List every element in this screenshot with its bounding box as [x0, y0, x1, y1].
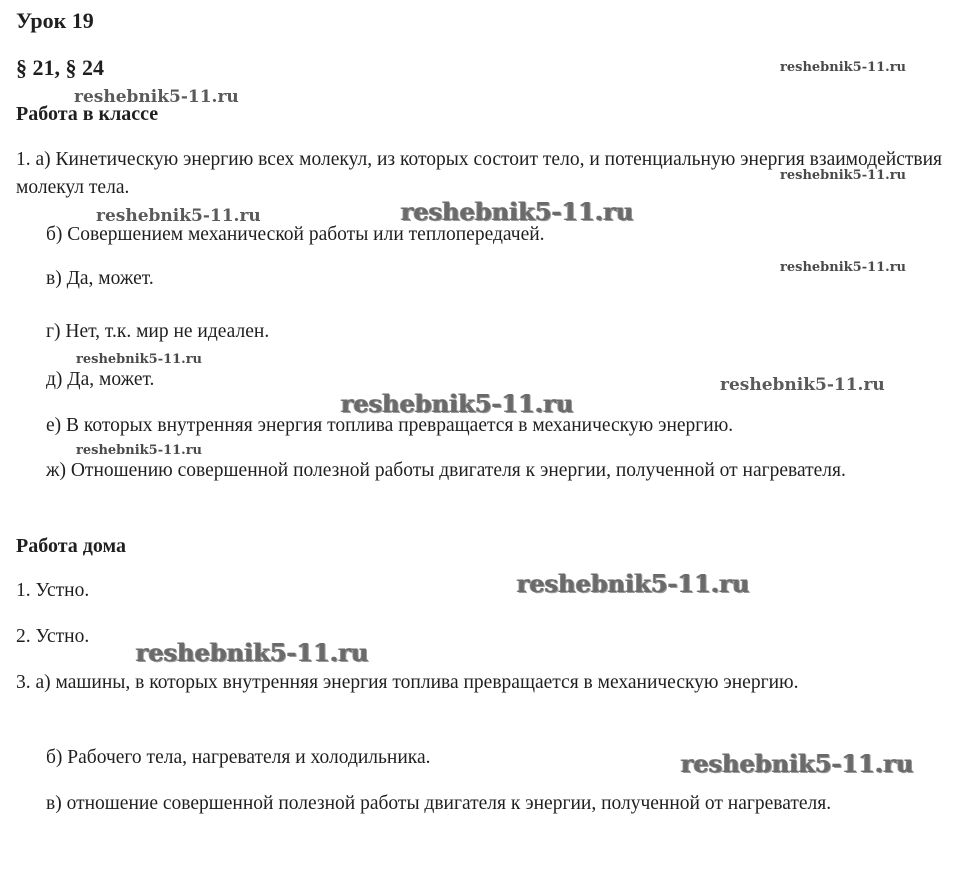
- watermark: reshebnik5-11.ru: [76, 352, 203, 367]
- watermark: reshebnik5-11.ru: [74, 87, 239, 107]
- watermark: reshebnik5-11.ru: [517, 569, 750, 598]
- watermark: reshebnik5-11.ru: [780, 260, 907, 275]
- section-numbers: § 21, § 24: [16, 55, 104, 80]
- watermark: reshebnik5-11.ru: [341, 389, 574, 418]
- home-work-heading: Работа дома: [16, 535, 126, 557]
- watermark: reshebnik5-11.ru: [780, 60, 907, 75]
- lesson-title: Урок 19: [16, 8, 94, 33]
- class-work-item-1g: г) Нет, т.к. мир не идеален.: [46, 321, 270, 342]
- watermark: reshebnik5-11.ru: [76, 443, 203, 458]
- class-work-item-1e: е) В которых внутренняя энергия топлива превращается в механическую энергию.: [46, 415, 734, 436]
- home-work-item-1: 1. Устно.: [16, 580, 90, 601]
- home-work-item-3a: 3. а) машины, в которых внутренняя энергия топлива превращается в механическую энергию.: [16, 672, 799, 693]
- watermark: reshebnik5-11.ru: [96, 206, 261, 226]
- watermark: reshebnik5-11.ru: [136, 638, 369, 667]
- class-work-item-1d: д) Да, может.: [46, 369, 155, 390]
- class-work-heading: Работа в классе: [16, 103, 159, 125]
- class-work-item-1zh: ж) Отношению совершенной полезной работы двигателя к энергии, полученной от нагревателя.: [46, 460, 846, 481]
- class-work-item-1b: б) Совершением механической работы или теплопередачей.: [46, 224, 545, 245]
- class-work-item-1a: 1. а) Кинетическую энергию всех молекул, из которых состоит тело, и потенциальную энергия взаимодействия молекул тела.: [16, 149, 942, 198]
- watermark: reshebnik5-11.ru: [681, 749, 914, 778]
- home-work-item-2: 2. Устно.: [16, 626, 90, 647]
- class-work-item-1v: в) Да, может.: [46, 268, 154, 289]
- home-work-item-3b: б) Рабочего тела, нагревателя и холодильника.: [46, 747, 431, 768]
- watermark: reshebnik5-11.ru: [720, 375, 885, 395]
- home-work-item-3v: в) отношение совершенной полезной работы двигателя к энергии, полученной от нагревателя.: [46, 793, 832, 814]
- watermark: reshebnik5-11.ru: [401, 197, 634, 226]
- watermark: reshebnik5-11.ru: [780, 168, 907, 183]
